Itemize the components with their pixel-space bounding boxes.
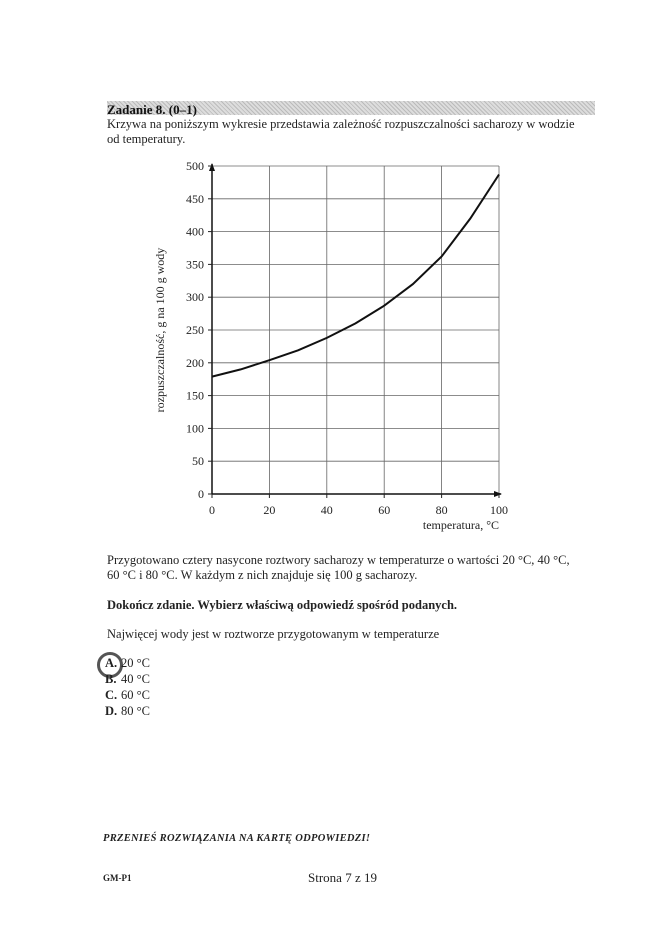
- y-tick-label: 0: [198, 487, 204, 501]
- option-b[interactable]: [105, 672, 150, 687]
- task-title: Zadanie 8. (0–1): [107, 102, 197, 117]
- solubility-curve: [212, 175, 499, 377]
- task-intro-2: od temperatury.: [107, 132, 186, 146]
- option-letter: A.: [105, 656, 118, 670]
- y-tick-label: 50: [192, 454, 204, 469]
- option-text: 40 °C: [121, 672, 150, 686]
- y-tick-label: 300: [186, 290, 204, 305]
- x-tick-label: 20: [263, 503, 276, 517]
- option-letter: B.: [105, 672, 117, 686]
- y-axis-label: rozpuszczalność, g na 100 g wody: [153, 247, 167, 413]
- question: Najwięcej wody jest w roztworze przygotowanym w temperaturze: [107, 627, 440, 641]
- task-intro: Krzywa na poniższym wykresie przedstawia zależność rozpuszczalności sacharozy w wodzie: [107, 117, 575, 131]
- option-letter: D.: [105, 704, 118, 718]
- x-axis-label: temperatura, °C: [422, 518, 499, 532]
- exam-code: GM-P1: [103, 873, 132, 883]
- page-number: Strona 7 z 19: [308, 870, 377, 885]
- x-tick-label: 0: [209, 503, 215, 517]
- option-text: 20 °C: [121, 656, 150, 670]
- option-text: 80 °C: [121, 704, 150, 718]
- transfer-notice: PRZENIEŚ ROZWIĄZANIA NA KARTĘ ODPOWIEDZI!: [103, 833, 371, 844]
- y-tick-label: 100: [186, 421, 204, 436]
- y-tick-label: 150: [186, 388, 204, 403]
- instruction: Dokończ zdanie. Wybierz właściwą odpowiedź spośród podanych.: [107, 598, 458, 612]
- solubility-chart: [140, 155, 540, 535]
- context-line-1: Przygotowano cztery nasycone roztwory sacharozy w temperaturze o wartości 20 °C, 40 °C,: [107, 553, 570, 567]
- option-text: 60 °C: [121, 688, 150, 702]
- x-tick-label: 100: [490, 503, 508, 517]
- y-tick-label: 500: [186, 159, 204, 173]
- option-letter: C.: [105, 688, 118, 702]
- option-c[interactable]: [105, 688, 150, 703]
- task-header-bar: [107, 101, 595, 115]
- y-tick-label: 350: [186, 257, 204, 272]
- x-tick-label: 60: [378, 503, 391, 517]
- y-tick-label: 450: [186, 191, 204, 206]
- option-d[interactable]: [105, 704, 150, 719]
- x-tick-label: 80: [435, 503, 448, 517]
- x-tick-label: 40: [320, 503, 333, 517]
- y-axis-arrow: [209, 163, 215, 171]
- y-tick-label: 200: [186, 355, 204, 370]
- y-tick-label: 400: [186, 224, 204, 239]
- context-line-2: 60 °C i 80 °C. W każdym z nich znajduje się 100 g sacharozy.: [107, 568, 418, 582]
- option-a[interactable]: [105, 656, 150, 671]
- y-tick-label: 250: [186, 323, 204, 337]
- x-axis-arrow: [494, 491, 502, 497]
